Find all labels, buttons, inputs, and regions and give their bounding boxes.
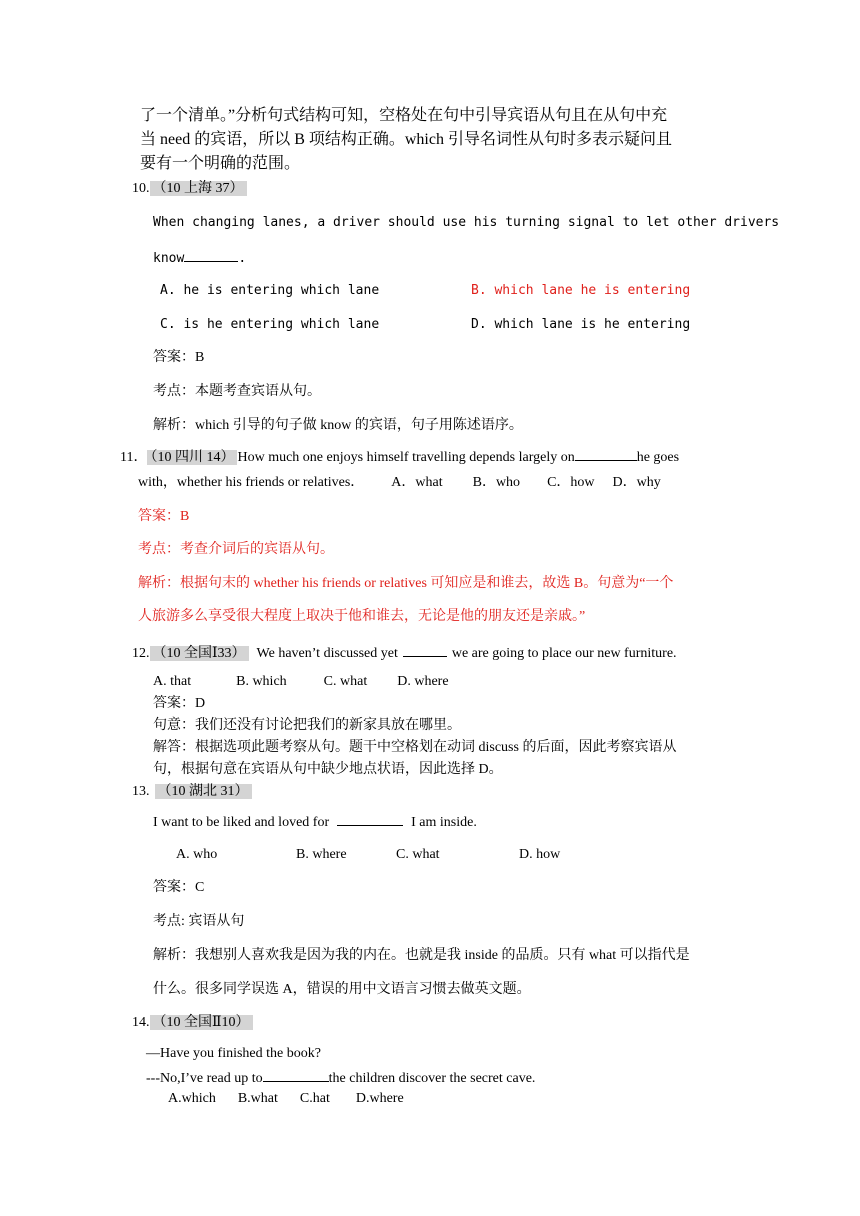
- q11-point: 考点：考查介词后的宾语从句。: [138, 542, 334, 557]
- q11-analysis-line-1: 解析：根据句末的 whether his friends or relatives 可知应是和谁去，故选 B。句意为“一个: [138, 576, 674, 591]
- q10-option-b: B. which lane he is entering: [471, 283, 691, 298]
- q14-option-a: A.which: [168, 1091, 216, 1106]
- q10-option-d: D. which lane is he entering: [471, 317, 691, 332]
- q12-option-c: C. what: [323, 674, 368, 689]
- q12-options: [153, 672, 449, 692]
- q14-dialog-line-2: ---No,I’ve read up to the children discover the secret cave.: [146, 1067, 535, 1089]
- q13-analysis-line-2: 什么。很多同学误选 A，错误的用中文语言习惯去做英文题。: [153, 982, 531, 997]
- q13-point: 考点: 宾语从句: [153, 914, 245, 929]
- q14-option-d: D.where: [355, 1091, 404, 1106]
- q14-options: [168, 1089, 404, 1109]
- q13-option-b: B. where: [296, 847, 347, 862]
- q12-option-a: A. that: [153, 674, 192, 689]
- q10-analysis: 解析：which 引导的句子做 know 的宾语，句子用陈述语序。: [153, 418, 523, 433]
- q13-option-a: A. who: [176, 847, 218, 862]
- q12-option-b: B. which: [236, 674, 287, 689]
- q10-number: 10.: [132, 181, 150, 196]
- q10-option-a: A. he is entering which lane: [160, 283, 380, 298]
- q12-blank: [403, 642, 447, 657]
- q11-stem-line-1: 11． （10 四川 14） How much one enjoys himself travelling depends largely on he goes: [120, 446, 679, 468]
- q13-analysis-line-1: 解析：我想别人喜欢我是因为我的内在。也就是我 inside 的品质。只有 what 可以指代是: [153, 948, 690, 963]
- q13-blank: [337, 811, 403, 826]
- q14-option-c: C.hat: [299, 1091, 330, 1106]
- q11-option-c: C．how: [547, 475, 595, 490]
- q10-stem-line-1: When changing lanes, a driver should use his turning signal to let other drivers: [153, 215, 780, 230]
- q11-analysis-line-2: 人旅游多么享受很大程度上取决于他和谁去，无论是他的朋友还是亲戚。”: [138, 609, 586, 624]
- q11-answer: 答案：B: [138, 509, 190, 524]
- q13-option-d: D. how: [519, 847, 561, 862]
- q11-source-tag: （10 四川 14）: [147, 450, 237, 465]
- q10-answer: 答案：B: [153, 350, 205, 365]
- q13-header: [132, 782, 252, 802]
- q11-option-b: B．who: [472, 475, 521, 490]
- q14-source-tag: （10 全国Ⅱ10）: [150, 1015, 253, 1030]
- q12-source-tag: （10 全国Ⅰ33）: [150, 646, 249, 661]
- q11-number: 11．: [120, 450, 148, 465]
- q13-source-tag: （10 湖北 31）: [155, 784, 252, 799]
- intro-line-3: 要有一个明确的范围。: [140, 155, 301, 172]
- q12-meaning: 句意：我们还没有讨论把我们的新家具放在哪里。: [153, 718, 461, 733]
- q10-blank: [184, 247, 238, 262]
- q14-option-b: B.what: [237, 1091, 278, 1106]
- q12-option-d: D. where: [397, 674, 449, 689]
- q11-blank: [575, 446, 637, 461]
- q10-option-c: C. is he entering which lane: [160, 317, 380, 332]
- q13-stem: I want to be liked and loved for I am inside.: [153, 811, 477, 833]
- q14-number: 14.: [132, 1015, 150, 1030]
- intro-line-2: 当 need 的宾语，所以 B 项结构正确。which 引导名词性从句时多表示疑问且: [140, 131, 672, 148]
- q10-point: 考点：本题考查宾语从句。: [153, 384, 321, 399]
- q13-answer: 答案：C: [153, 880, 205, 895]
- q10-source-tag: （10 上海 37）: [150, 181, 247, 196]
- q12-explain-line-2: 句，根据句意在宾语从句中缺少地点状语，因此选择 D。: [153, 762, 503, 777]
- q13-number: 13.: [132, 784, 150, 799]
- q14-blank: [263, 1067, 329, 1082]
- q13-option-c: C. what: [396, 847, 440, 862]
- q14-dialog-line-1: —Have you finished the book?: [146, 1046, 321, 1061]
- q12-answer: 答案：D: [153, 696, 206, 711]
- q10-header: [132, 179, 247, 199]
- q14-header: [132, 1013, 253, 1033]
- q10-stem-line-2: know .: [153, 247, 246, 269]
- q11-stem-line-2: with，whether his friends or relatives． A．what B．who C．how D．why: [138, 475, 661, 490]
- q12-explain-line-1: 解答：根据选项此题考察从句。题干中空格划在动词 discuss 的后面，因此考察宾语从: [153, 740, 677, 755]
- q12-stem: 12. （10 全国Ⅰ33） We haven’t discussed yet we are going to place our new furniture.: [132, 642, 677, 664]
- q12-number: 12.: [132, 646, 150, 661]
- q11-option-a: A．what: [391, 475, 443, 490]
- intro-line-1: 了一个清单。”分析句式结构可知，空格处在句中引导宾语从句且在从句中充: [140, 107, 668, 124]
- q11-option-d: D．why: [612, 475, 661, 490]
